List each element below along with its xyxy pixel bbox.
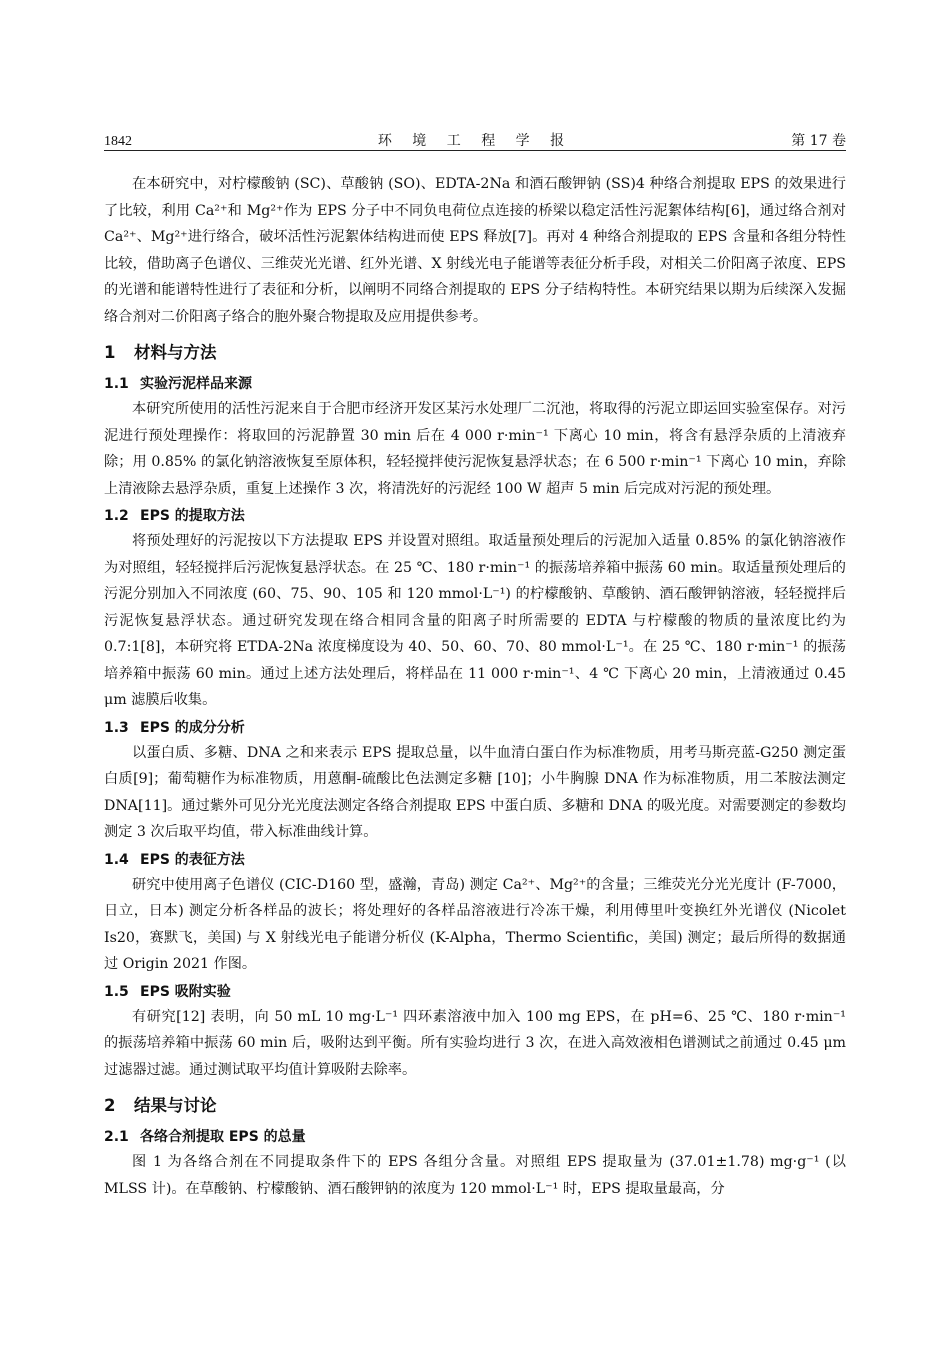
subsection-heading [104,1125,846,1149]
journal-name: 环 境 工 程 学 报 [377,133,573,149]
subsection-heading [104,504,846,528]
running-header [104,124,846,151]
subsection-title: EPS 的提取方法 [140,508,245,524]
section-title: 结果与讨论 [134,1096,217,1115]
paragraph: 研究中使用离子色谱仪 (CIC-D160 型，盛瀚，青岛) 测定 Ca²⁺、Mg²⁺的含量；三维荧光分光光度计 (F-7000，日立，日本) 测定分析各样品的波长；将处理好的各样品溶液进行冷冻干燥，利用傅里叶变换红外光谱仪 (Nicolet Is20，赛默飞，美国) 与 X 射线光电子能谱分析仪 (K-Alpha，Thermo Scientific，美国) 测定；最后所得的数据通过 Origin 2021 作图。 [104,876,846,972]
subsection-number: 2.1 [104,1129,129,1145]
subsection-number: 1.4 [104,851,129,868]
subsection-heading [104,848,846,872]
subsection-title: 各络合剂提取 EPS 的总量 [140,1129,306,1145]
subsection-heading [104,716,846,740]
paragraph: 有研究[12] 表明，向 50 mL 10 mg·L⁻¹ 四环素溶液中加入 100 mg EPS，在 pH=6、25 ℃、180 r·min⁻¹ 的振荡培养箱中振荡 60 min 后，吸附达到平衡。所有实验均进行 3 次，在进入高效液相色谱测试之前通过 0.45 μm 过滤器过滤。通过测试取平均值计算吸附去除率。 [104,1008,846,1078]
section-number: 2 [104,1096,116,1115]
subsection-title: 实验污泥样品来源 [140,376,252,392]
subsection-heading [104,980,846,1004]
body-text [104,171,846,1202]
paragraph: 图 1 为各络合剂在不同提取条件下的 EPS 各组分含量。对照组 EPS 提取量为 (37.01±1.78) mg·g⁻¹ (以 MLSS 计)。在草酸钠、柠檬酸钠、酒石酸钾钠的浓度为 120 mmol·L⁻¹ 时，EPS 提取量最高，分 [104,1154,846,1197]
paper-page [104,124,846,1202]
section-title: 材料与方法 [134,343,217,362]
intro-paragraph: 在本研究中，对柠檬酸钠 (SC)、草酸钠 (SO)、EDTA-2Na 和酒石酸钾钠 (SS)4 种络合剂提取 EPS 的效果进行了比较，利用 Ca²⁺和 Mg²⁺作为 EPS 分子中不同负电荷位点连接的桥梁以稳定活性污泥絮体结构[6]，通过络合剂对 Ca²⁺、Mg²⁺进行络合，破坏活性污泥絮体结构进而使 EPS 释放[7]。再对 4 种络合剂提取的 EPS 含量和各组分特性比较，借助离子色谱仪、三维荧光光谱、红外光谱、X 射线光电子能谱等表征分析手段，对相关二价阳离子浓度、EPS 的光谱和能谱特性进行了表征和分析，以阐明不同络合剂提取的 EPS 分子结构特性。本研究结果以期为后续深入发掘络合剂对二价阳离子络合的胞外聚合物提取及应用提供参考。 [104,176,846,325]
subsection-number: 1.2 [104,508,129,524]
paragraph: 将预处理好的污泥按以下方法提取 EPS 并设置对照组。取适量预处理后的污泥加入适量 0.85% 的氯化钠溶液作为对照组，轻轻搅拌后污泥恢复悬浮状态。在 25 ℃、180 r·min⁻¹ 的振荡培养箱中振荡 60 min。取适量预处理后的污泥分别加入不同浓度 (60、75、90、105 和 120 mmol·L⁻¹) 的柠檬酸钠、草酸钠、酒石酸钾钠溶液，轻轻搅拌后污泥恢复悬浮状态。通过研究发现在络合相同含量的阳离子时所需要的 EDTA 与柠檬酸的物质的量浓度比约为 0.7:1[8]，本研究将 ETDA-2Na 浓度梯度设为 40、50、60、70、80 mmol·L⁻¹。在 25 ℃、180 r·min⁻¹ 的振荡培养箱中振荡 60 min。通过上述方法处理后，将样品在 11 000 r·min⁻¹、4 ℃ 下离心 20 min，上清液通过 0.45 μm 滤膜后收集。 [104,533,846,708]
volume-label: 第 17 卷 [791,133,846,149]
section-number: 1 [104,343,116,362]
paragraph: 本研究所使用的活性污泥来自于合肥市经济开发区某污水处理厂二沉池，将取得的污泥立即运回实验室保存。对污泥进行预处理操作：将取回的污泥静置 30 min 后在 4 000 r·min⁻¹ 下离心 10 min，将含有悬浮杂质的上清液弃除；用 0.85% 的氯化钠溶液恢复至原体积，轻轻搅拌使污泥恢复悬浮状态；在 6 500 r·min⁻¹ 下离心 10 min，弃除上清液除去悬浮杂质，重复上述操作 3 次，将清洗好的污泥经 100 W 超声 5 min 后完成对污泥的预处理。 [104,401,846,497]
subsection-title: EPS 的成分分析 [140,719,245,736]
paragraph: 以蛋白质、多糖、DNA 之和来表示 EPS 提取总量，以牛血清白蛋白作为标准物质，用考马斯亮蓝-G250 测定蛋白质[9]；葡萄糖作为标准物质，用蒽酮-硫酸比色法测定多糖 [10]；小牛胸腺 DNA 作为标准物质，用二苯胺法测定 DNA[11]。通过紫外可见分光光度法测定各络合剂提取 EPS 中蛋白质、多糖和 DNA 的吸光度。对需要测定的参数均测定 3 次后取平均值，带入标准曲线计算。 [104,744,846,840]
subsection-number: 1.5 [104,983,129,1000]
subsection-title: EPS 的表征方法 [140,851,245,868]
section-heading [104,1093,846,1119]
subsection-number: 1.3 [104,719,129,736]
page-number: 1842 [104,134,132,149]
subsection-number: 1.1 [104,376,129,392]
subsection-heading [104,372,846,396]
section-heading [104,340,846,366]
subsection-title: EPS 吸附实验 [140,983,231,1000]
